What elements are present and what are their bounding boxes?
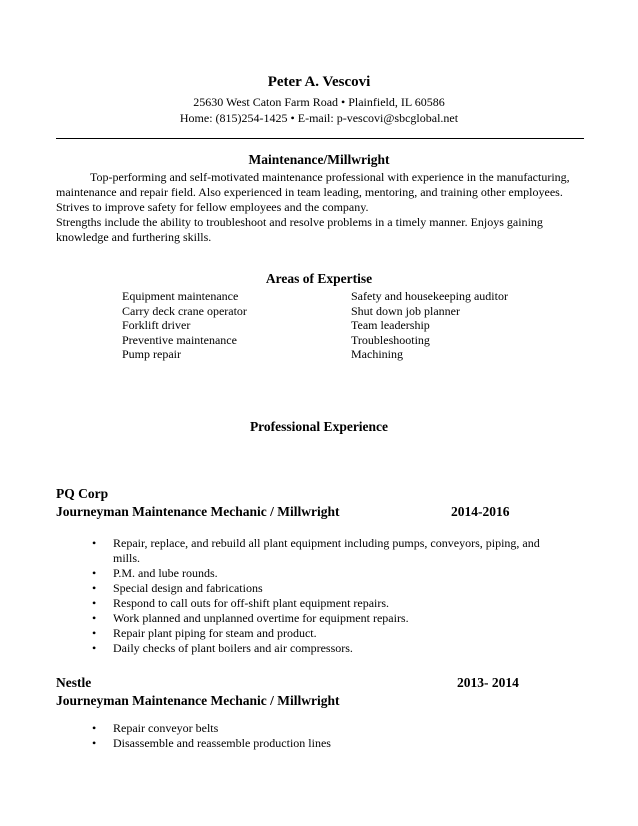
- candidate-name: Peter A. Vescovi: [267, 74, 371, 90]
- expertise-item: Equipment maintenance: [122, 289, 239, 303]
- list-item: • Work planned and unplanned overtime for equipment repairs.: [92, 611, 562, 626]
- list-item: • Disassemble and reassemble production lines: [92, 736, 562, 751]
- job-duties-list: [92, 536, 562, 656]
- list-item: • Special design and fabrications: [92, 581, 562, 596]
- job-company: Nestle: [56, 675, 92, 690]
- job-title: Journeyman Maintenance Mechanic / Millwright: [56, 504, 340, 519]
- job-years: 2013- 2014: [457, 675, 519, 690]
- job-company: PQ Corp: [56, 486, 109, 501]
- expertise-item: Forklift driver: [122, 318, 191, 332]
- expertise-item: Safety and housekeeping auditor: [351, 289, 508, 303]
- expertise-right-column: [351, 289, 508, 362]
- objective-heading: Maintenance/Millwright: [248, 152, 390, 167]
- expertise-item: Carry deck crane operator: [122, 303, 247, 318]
- expertise-item: Preventive maintenance: [122, 332, 237, 347]
- job-years: 2014-2016: [451, 504, 510, 519]
- experience-heading: Professional Experience: [249, 419, 389, 434]
- expertise-item: Shut down job planner: [351, 303, 460, 318]
- summary-paragraph-1: Top-performing and self-motivated maintenance professional with experience in the manufacturing, maintenance and repair field. Also experienced in team leading, mentoring, and training other employees. Strives to improve safety for fellow employees and the company.: [56, 170, 570, 214]
- expertise-left-column: [122, 289, 247, 362]
- contact-line: Home: (815)254-1425 • E-mail: p-vescovi@sbcglobal.net: [179, 111, 459, 125]
- header-divider: [56, 138, 584, 139]
- expertise-item: Machining: [351, 347, 403, 361]
- expertise-item: Pump repair: [122, 347, 181, 361]
- list-item: • Respond to call outs for off-shift plant equipment repairs.: [92, 596, 562, 611]
- job-title: Journeyman Maintenance Mechanic / Millwright: [56, 693, 340, 708]
- list-item: • Repair conveyor belts: [92, 721, 562, 736]
- list-item: • Daily checks of plant boilers and air compressors.: [92, 641, 562, 656]
- list-item: • P.M. and lube rounds.: [92, 566, 562, 581]
- list-item: • Repair, replace, and rebuild all plant equipment including pumps, conveyors, piping, and mills.: [92, 536, 562, 566]
- job-duties-list: [92, 721, 562, 751]
- expertise-item: Troubleshooting: [351, 332, 430, 347]
- summary-paragraph-2: Strengths include the ability to troubleshoot and resolve problems in a timely manner. Enjoys gaining knowledge and furthering skills.: [56, 215, 543, 244]
- list-item: • Repair plant piping for steam and product.: [92, 626, 562, 641]
- expertise-heading: Areas of Expertise: [265, 271, 373, 286]
- address-line: 25630 West Caton Farm Road • Plainfield, IL 60586: [193, 95, 445, 109]
- objective-summary: [56, 170, 582, 245]
- expertise-item: Team leadership: [351, 318, 430, 332]
